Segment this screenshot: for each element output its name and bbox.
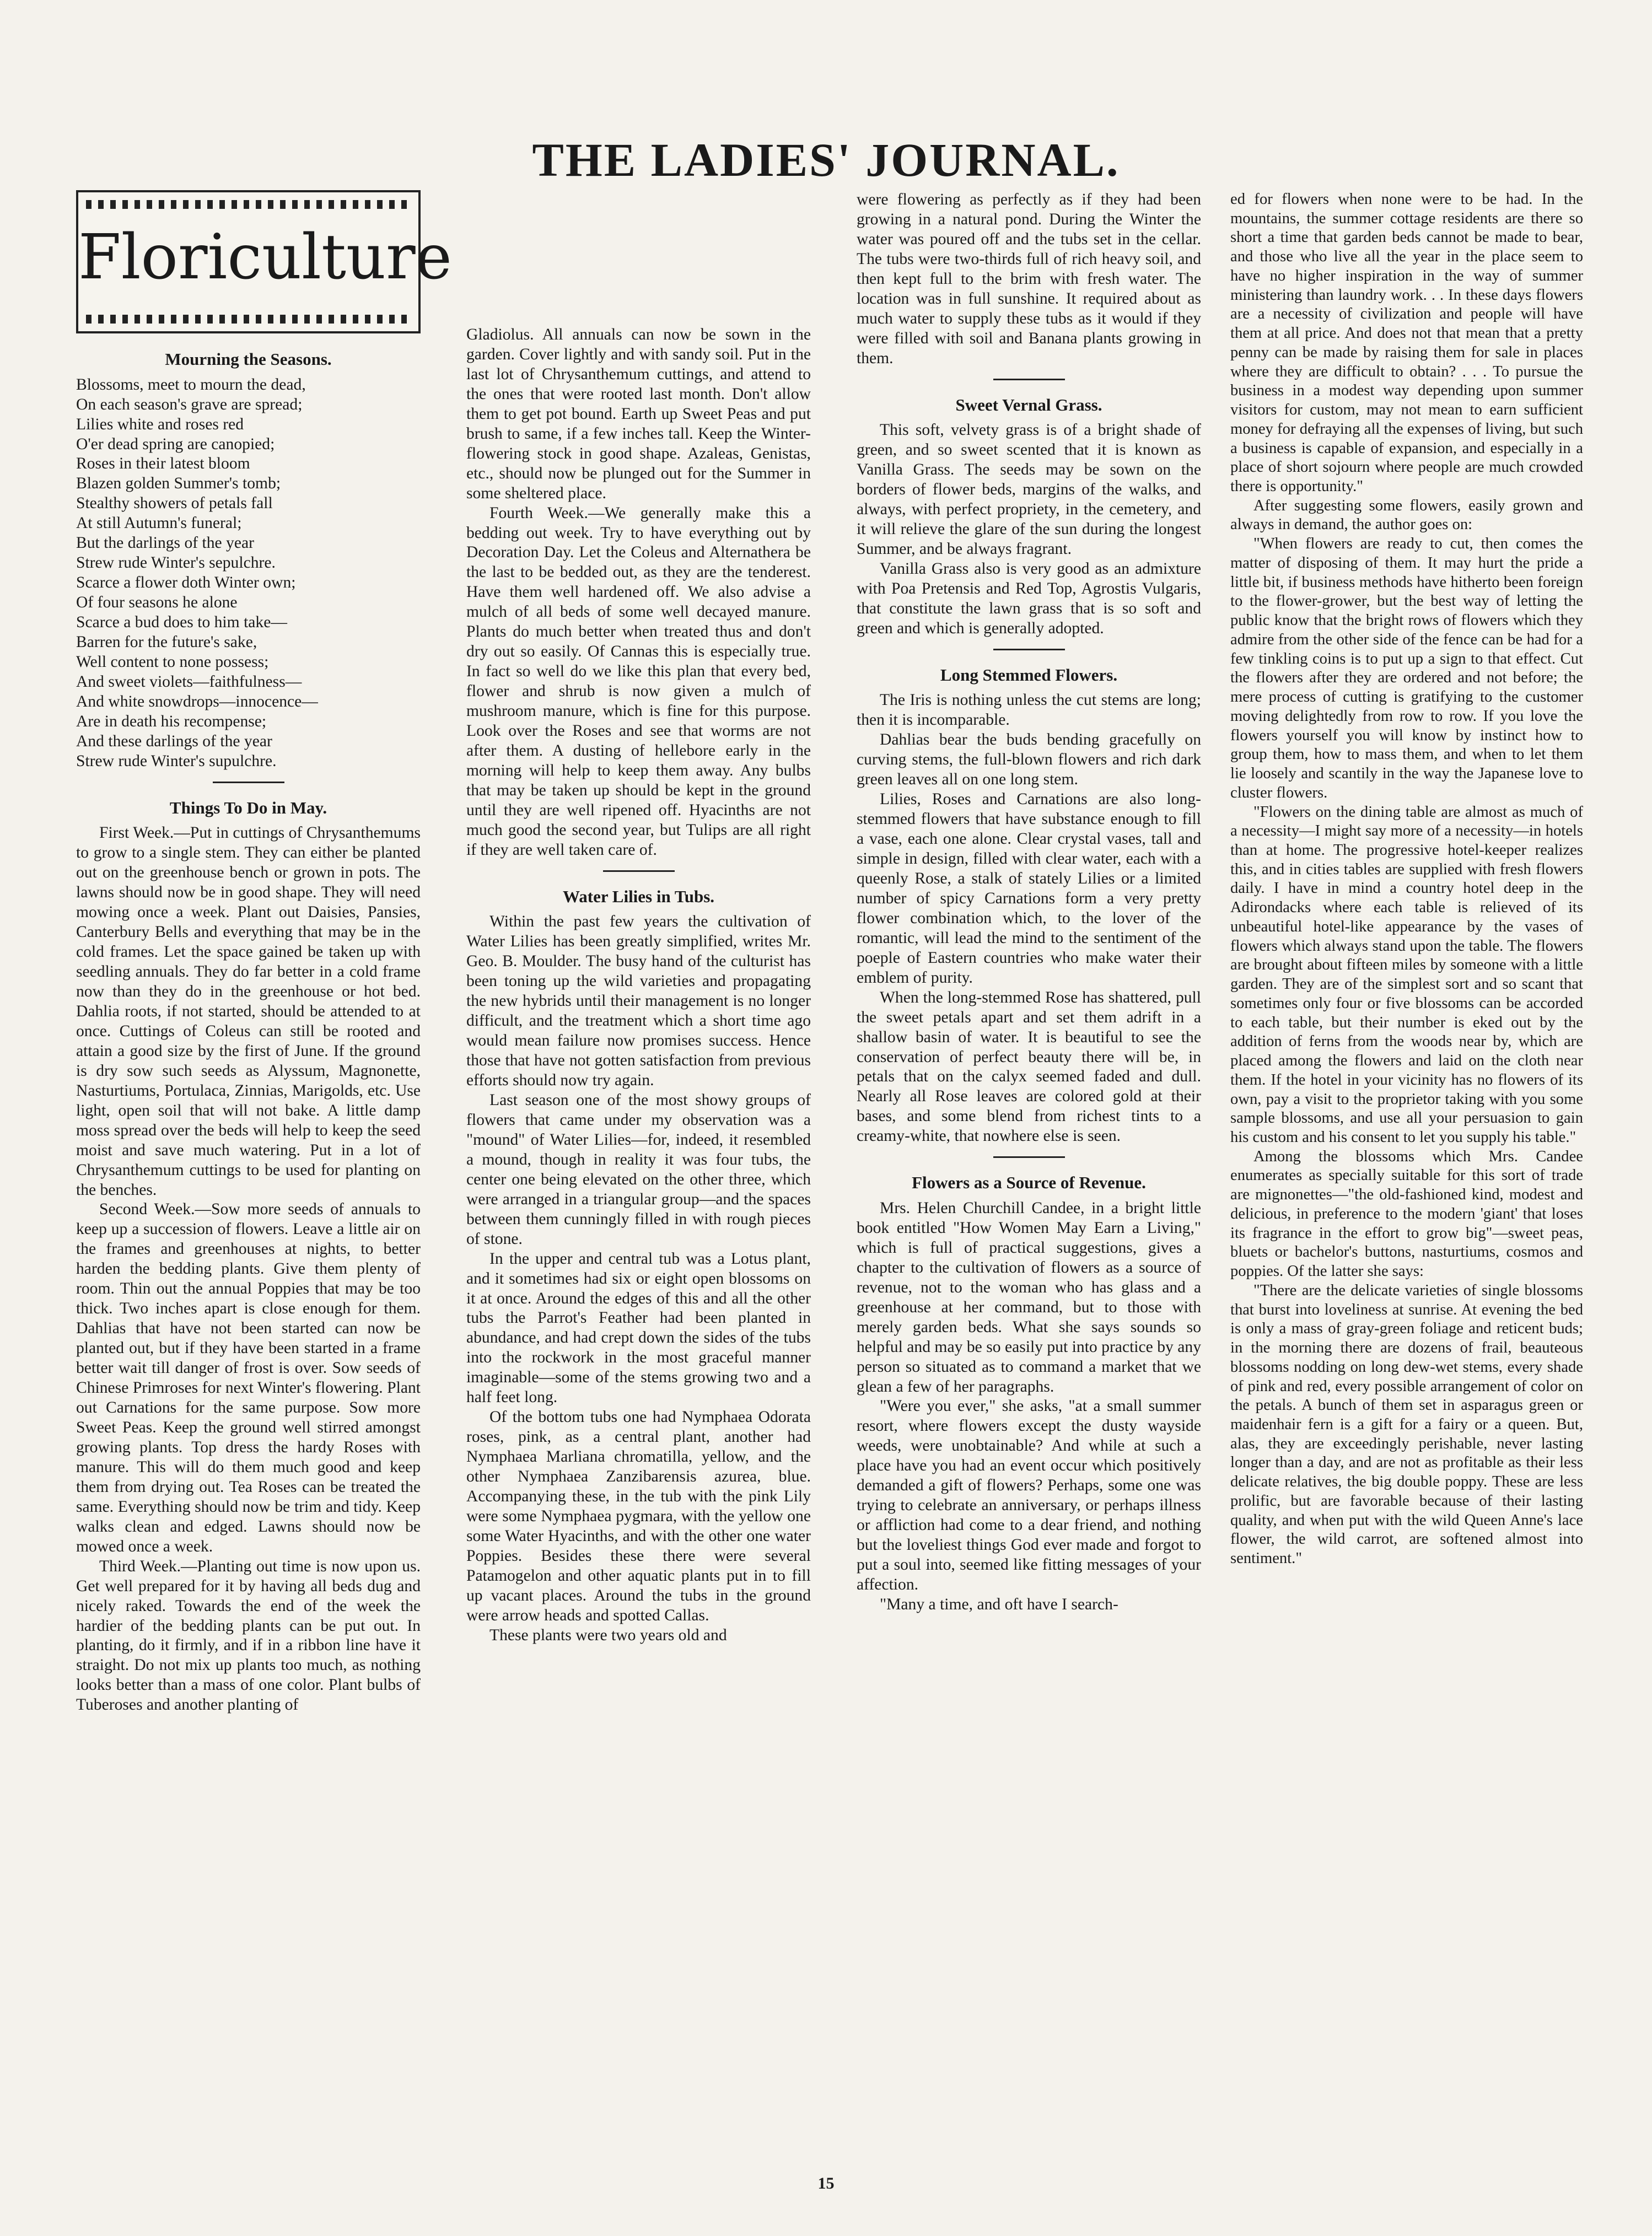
poem-line: But the darlings of the year: [76, 534, 254, 552]
paragraph: Dahlias bear the buds bending gracefully on curving stems, the full-blown flowers and rich dark green leaves all on one long stem.: [857, 731, 1201, 789]
poem-line: At still Autumn's funeral;: [76, 514, 242, 532]
section-title: Flowers as a Source of Revenue.: [912, 1173, 1146, 1193]
poem-line: Blossoms, meet to mourn the dead,: [76, 375, 306, 394]
paragraph: Gladiolus. All annuals can now be sown in the garden. Cover lightly and with sandy soil. Put in the last lot of Chrysanthemum cuttings, and attend to the ones that were rooted last month. Don't allow them to get pot bound. Earth up Sweet Peas and put brush to same, if a few inches tall. Keep the Winter-flowering stock in good shape. Azaleas, Genistas, etc., should now be plunged out for the Summer in some sheltered place.: [466, 326, 811, 502]
masthead: THE LADIES' JOURNAL.: [532, 133, 1120, 186]
paragraph: Fourth Week.—We generally make this a bedding out week. Try to have everything out by Decoration Day. Let the Coleus and Alternathera be the last to be bedded out, as they are the tenderest. Have them well hardened off. We also advise a mulch of all beds of some well decayed manure. Plants do much better when treated thus and don't dry out so easily. Of Cannas this is especially true. In fact so well do we like this plan that every bed, flower and shrub is now given a mulch of mushroom manure, which is fine for this purpose. Look over the Roses and see that worms are not after them. A dusting of hellebore early in the morning will help to keep them away. Any bulbs that may be taken up should be kept in the ground until they are well ripened off. Hyacinths are not much good the second year, but Tulips are all right if they are well taken care of.: [466, 504, 811, 859]
paragraph: Second Week.—Sow more seeds of annuals to keep up a succession of flowers. Leave a little air on the frames and greenhouses at nights, to better harden the bedding plants. Give them plenty of room. Thin out the annual Poppies that may be too thick. Two inches apart is close enough for them. Dahlias that have not been started can now be planted out, but if they have been started in a frame better wait till danger of frost is over. Sow seeds of Chinese Primroses for next Winter's flowering. Plant out Carnations for the same purpose. Sow more Sweet Peas. Keep the ground well stirred amongst growing plants. Top dress the hardy Roses with manure. This will do them much good and keep them from drying out. Tea Roses can be treated the same. Everything should now be trim and tidy. Keep walks clean and edged. Lawns should now be mowed once a week.: [76, 1200, 421, 1555]
poem-line: Blazen golden Summer's tomb;: [76, 475, 281, 493]
poem-body: [76, 375, 421, 772]
section-title: Things To Do in May.: [169, 798, 327, 817]
paragraph: The Iris is nothing unless the cut stems are long; then it is incomparable.: [857, 691, 1201, 729]
poem-line: Are in death his recompense;: [76, 712, 267, 730]
poem-line: Roses in their latest bloom: [76, 455, 250, 473]
poem-line: And white snowdrops—innocence—: [76, 692, 318, 710]
section-divider: [993, 1156, 1065, 1158]
poem-line: Barren for the future's sake,: [76, 633, 257, 651]
column-3: [857, 190, 1201, 1615]
paragraph: Mrs. Helen Churchill Candee, in a bright little book entitled "How Women May Earn a Living," which is full of practical suggestions, gives a chapter to the cultivation of flowers as a source of revenue, not to the woman who has glass and a greenhouse at her command, but to those with merely garden beds. What she says sounds so helpful and may be so easily put into practice by any person so situated as to command a market that we glean a few of her paragraphs.: [857, 1199, 1201, 1396]
section-divider: [993, 649, 1065, 650]
poem-line: Scarce a flower doth Winter own;: [76, 574, 296, 592]
paragraph: Lilies, Roses and Carnations are also long-stemmed flowers that have substance enough to fill a vase, each one alone. Clear crystal vases, tall and simple in design, filled with clear water, each with a queenly Rose, a stalk of stately Lilies or a limited number of spicy Carnations form a very pretty flower combination which, to the lover of the romantic, will lead the mind to the sentiment of the poeple of Eastern countries who make water their emblem of purity.: [857, 790, 1201, 987]
paragraph: This soft, velvety grass is of a bright shade of green, and so sweet scented that it is known as Vanilla Grass. The seeds may be sown on the borders of flower beds, margins of the walks, and always, with perfect propriety, in the cemetery, and it will relieve the glare of the sun during the longest Summer, and be always fragrant.: [857, 421, 1201, 558]
paragraph: Third Week.—Planting out time is now upon us. Get well prepared for it by having all beds dug and nicely raked. Towards the end of the week the hardier of the bedding plants can be put out. In planting, do it firmly, and if in a ribbon line have it straight. Do not mix up plants too much, as nothing looks better than a mass of one color. Plant bulbs of Tuberoses and another planting of: [76, 1557, 421, 1714]
section-divider: [603, 870, 675, 872]
paragraph: were flowering as perfectly as if they had been growing in a natural pond. During the Winter the water was poured off and the tubs set in the cellar. The tubs were two-thirds full of rich heavy soil, and then kept full to the brim with fresh water. The location was in full sunshine. It required about as much water to supply these tubs as it would if they were filled with soil and Banana plants growing in them.: [857, 191, 1201, 367]
paragraph: Vanilla Grass also is very good as an admixture with Poa Pretensis and Red Top, Agrostis Vulgaris, that constitute the lawn grass that is so soft and green and which is generally adopted.: [857, 559, 1201, 637]
paragraph: Among the blossoms which Mrs. Candee enumerates as specially suitable for this sort of trade are mignonettes—"the old-fashioned kind, modest and delicious, in preference to the modern 'giant' that loses its fragrance in the effort to grow big"—sweet peas, bluets or bachelor's buttons, nasturtiums, cosmos and poppies. Of the latter she says:: [1230, 1147, 1583, 1280]
poem-line: Scarce a bud does to him take—: [76, 613, 287, 632]
floriculture-banner: [76, 190, 452, 333]
section-divider: [213, 782, 284, 783]
paragraph: After suggesting some flowers, easily grown and always in demand, the author goes on:: [1230, 497, 1583, 534]
paragraph: "When flowers are ready to cut, then comes the matter of disposing of them. It may hurt the pride a little bit, if business methods have hitherto been foreign to the flower-grower, but the best way of letting the public know that the bright rows of flowers which they admire from the other side of the fence can be had for a few tinkling coins is to put up a sign to that effect. Cut the flowers after they are ordered and not before; the mere process of cutting is gratifying to the customer moving delightedly from row to row. If you love the flowers yourself you will know by instinct how to group them, how to mass them, and when to let them lie loosely and scantily in the way the Japanese love to cluster flowers.: [1230, 535, 1583, 801]
poem-line: Well content to none possess;: [76, 653, 269, 671]
paragraph: First Week.—Put in cuttings of Chrysanthemums to grow to a single stem. They can either be planted out on the greenhouse bench or grown in pots. The lawns should now be in good shape. They will need mowing once a week. Plant out Daisies, Pansies, Canterbury Bells and everything that may be in the cold frames. Let the space gained be taken up with seedling annuals. They do far better in a cold frame now than they do in the greenhouse or hot bed. Dahlia roots, if not started, should be attended to at once. Cuttings of Coleus can still be rooted and attain a good size by the first of June. If the ground is dry sow such seeds as Alyssum, Magnonette, Nasturtiums, Portulaca, Zinnias, Marigolds, etc. Use light, open soil that will not bake. A little damp moss spread over the beds will help to keep the seed moist and save much watering. Put in a lot of Chrysanthemum cuttings to be used for planting on the benches.: [76, 824, 421, 1199]
paragraph: "Flowers on the dining table are almost as much of a necessity—I might say more of a necessity—in hotels than at home. The progressive hotel-keeper realizes this, and in cities tables are supplied with fresh flowers daily. I have in mind a country hotel deep in the Adirondacks where each table is relieved of its unbeautiful hotel-like appearance by the vases of flowers which always stand upon the table. The flowers are brought about fifteen miles by someone with a little garden. They are of the simplest sort and so scant that sometimes only four or five blossoms can be accorded to each table, but their number is eked out by the addition of ferns from the woods near by, which are placed among the flowers and laid on the cloth near them. If the hotel in your vicinity has no flowers of its own, pay a visit to the proprietor taking with you some sample blossoms, and use all your persuasion to gain his custom and his consent to let you supply his table.": [1230, 803, 1583, 1146]
paragraph: These plants were two years old and: [489, 1626, 727, 1644]
banner-bottom-ornament: [86, 315, 411, 324]
paragraph: ed for flowers when none were to be had. In the mountains, the summer cottage residents are there so short a time that garden beds cannot be made to bear, and those who live all the year in the place seem to have no higher inspiration in the way of summer ministering than laundry work. . . In these days flowers are a necessity of civilization and people will have them at all price. And does not that mean that a pretty penny can be made by raising them for sale in places where they are difficult to obtain? . . . To pursue the business in a modest way depending upon summer visitors for custom, may not mean to earn sufficient money for defraying all the expenses of living, but such a business is capable of expansion, and especially in a place of short sojourn where people are much crowded there is opportunity.": [1230, 191, 1583, 495]
section-title: Water Lilies in Tubs.: [562, 886, 715, 906]
paragraph: When the long-stemmed Rose has shattered, pull the sweet petals apart and set them adrift in a shallow basin of water. It is beautiful to see the conservation of perfect beauty there will be, in petals that on the calyx seemed faded and dull. Nearly all Rose leaves are colored gold at their bases, and some blend from richest tints to a creamy-white, that nowhere else is seen.: [857, 988, 1201, 1145]
poem-line: And sweet violets—faithfulness—: [76, 672, 302, 691]
poem-line: Strew rude Winter's sepulchre.: [76, 554, 276, 572]
section-title: Long Stemmed Flowers.: [940, 665, 1118, 685]
poem-line: Lilies white and roses red: [76, 415, 244, 433]
paragraph: Within the past few years the cultivation of Water Lilies has been greatly simplified, writes Mr. Geo. B. Moulder. The busy hand of the culturist has been toning up the wild varieties and propagating the new hybrids until their management is no longer difficult, and the treatment which a short time ago would mean failure now promises success. Hence those that have not gotten satisfaction from previous efforts should now try again.: [466, 913, 811, 1090]
poem-line: Of four seasons he alone: [76, 594, 238, 612]
page-number: 15: [817, 2174, 835, 2192]
paragraph: Last season one of the most showy groups of flowers that came under my observation was a "mound" of Water Lilies—for, indeed, it resembled a mound, though in reality it was four tubs, the center one being elevated on the other three, which were arranged in a triangular group—and the spaces between them cunningly filled in with rough pieces of stone.: [466, 1091, 811, 1248]
poem-line: Stealthy showers of petals fall: [76, 494, 273, 513]
column-2: [466, 325, 811, 1646]
poem-line: Strew rude Winter's supulchre.: [76, 752, 277, 770]
paragraph: Of the bottom tubs one had Nymphaea Odorata roses, pink, as a central plant, another had Nymphaea Marliana chromatilla, yellow, and the other Nymphaea Zanzibarensis azurea, blue. Accompanying these, in the tub with the pink Lily were some Nymphaea pygmara, with the yellow one some Water Hyacinths, and with the other one water Poppies. Besides these there were several Patamogelon and other aquatic plants put in to fill up vacant places. Around the tubs in the ground were arrow heads and spotted Callas.: [466, 1408, 811, 1624]
banner-top-ornament: [86, 200, 411, 209]
paragraph: "Were you ever," she asks, "at a small summer resort, where flowers except the dusty wayside weeds, were unobtainable? And while at such a place have you had an event occur which positively demanded a gift of flowers? Perhaps, some one was trying to celebrate an anniversary, or perhaps illness or affliction had come to a dear friend, and nothing but the loveliest things God ever made and forgot to put a soul into, seemed like fitting messages of your affection.: [857, 1397, 1201, 1594]
paragraph: "There are the delicate varieties of single blossoms that burst into loveliness at sunrise. At evening the bed is only a mass of gray-green foliage and reticent buds; in the morning there are dozens of frail, beauteous blossoms nodding on long dew-wet stems, every shade of pink and red, every possible arrangement of color on the petals. A bunch of them set in asparagus green or maidenhair fern is a gift for a fairy or a queen. But, alas, they are exceedingly perishable, never lasting longer than a day, and are not as profitable as their less delicate relatives, the big double poppy. These are less prolific, but are favorable because of their lasting quality, and when put with the wild Queen Anne's lace flower, the wild carrot, are softened almost into sentiment.": [1230, 1281, 1583, 1567]
poem-line: On each season's grave are spread;: [76, 395, 303, 413]
paragraph: "Many a time, and oft have I search-: [880, 1596, 1118, 1614]
poem-line: And these darlings of the year: [76, 732, 272, 750]
section-divider: [993, 379, 1065, 380]
column-4: [1230, 190, 1583, 1569]
section-title: Sweet Vernal Grass.: [955, 395, 1102, 414]
poem-title: Mourning the Seasons.: [165, 349, 332, 369]
poem-line: O'er dead spring are canopied;: [76, 435, 275, 453]
paragraph: In the upper and central tub was a Lotus plant, and it sometimes had six or eight open blossoms on it at once. Around the edges of this and all the other tubs the Parrot's Feather had been planted in abundance, and had crept down the sides of the tubs into the rockwork in the most graceful manner imaginable—some of the stems growing two and a half feet long.: [466, 1249, 811, 1407]
banner-title: Floriculture: [78, 222, 452, 293]
column-1: [76, 190, 452, 1715]
